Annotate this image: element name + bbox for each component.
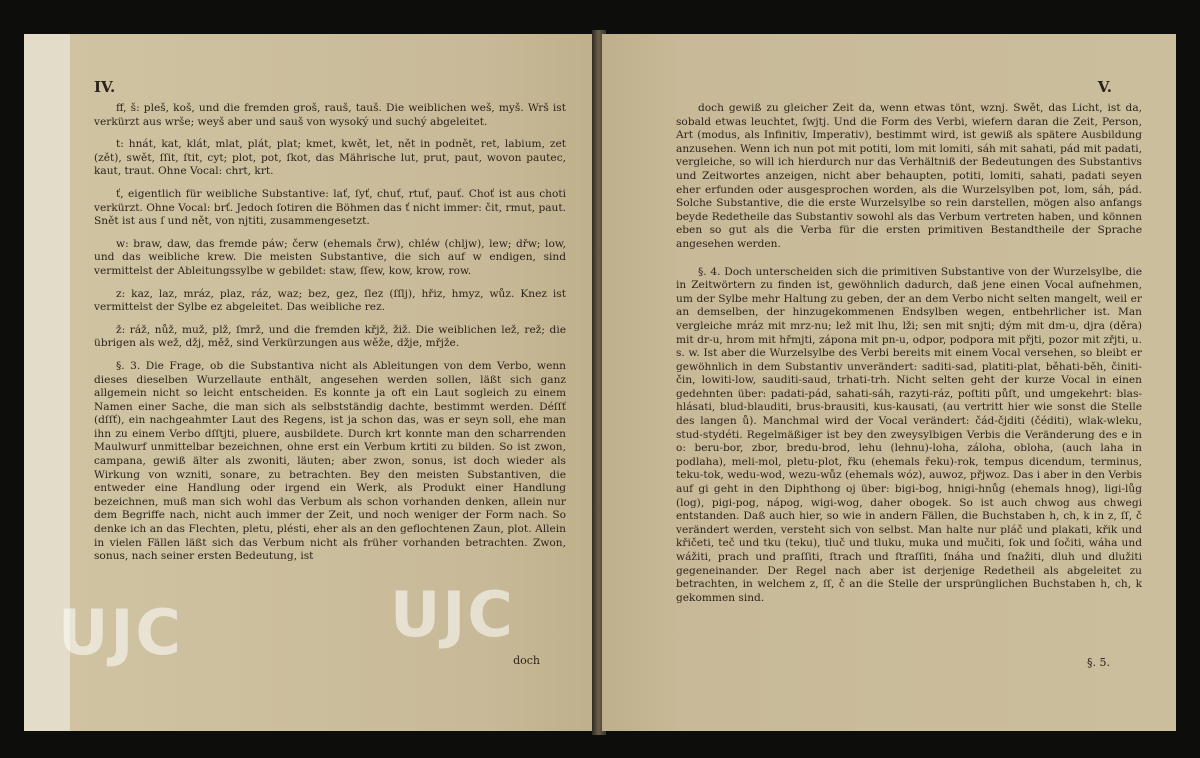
paragraph: doch gewiß zu gleicher Zeit da, wenn etwas tönt, wznj. Swět, das Licht, ist da, sobald etwas leuchtet, ſwjtj. Und die Form des Verbi, wiefern daran die Zeit, Person, Art (modus, als Infinitiv, Imperativ), bestimmt wird, ist gewiß als spätere Ausbildung anzusehen. Wenn ich nun pot mit potiti, lom mit lomiti, sáh mit sahati, pád mit padati, vergleiche, so will ich hierdurch nur das Verhältniß der Bedeutungen des Substantivs und Zeitwortes anzeigen, nicht aber behaupten, potiti, lomiti, sahati, padati seyen eher erfunden oder ausgesprochen worden, als die Wurzelsylben pot, lom, sáh, pád. Solche Substantive, die die erste Wurzelsylbe so rein darstellen, mögen also anfangs beyde Redetheile das Substantiv sowohl als das Verbum vertreten haben, und können eben so gut als die Verba für die ersten primitiven Bestandtheile der Sprache angesehen werden. xyxy=(676,102,1142,250)
paragraph: ť, eigentlich für weibliche Substantive: lať, ſyť, chuť, rtuť, pauť. Choť ist aus choti verkürzt. Ohne Vocal: brť. Jedoch ſotiren die Böhmen das ť nicht immer: čit, rmut, paut. Snět ist aus ſ und nět, von njtiti, zusammengesetzt. xyxy=(94,187,566,228)
page-text xyxy=(94,102,566,573)
paragraph: z: kaz, laz, mráz, plaz, ráz, waz; bez, gez, ſlez (ſſlj), hřiz, hmyz, wůz. Knez ist vermittelst der Sylbe ez abgeleitet. Das weibliche rez. xyxy=(94,287,566,314)
paragraph: §. 4. Doch unterscheiden sich die primitiven Substantive von der Wurzelsylbe, die in Zeitwörtern zu finden ist, gewöhnlich dadurch, daß jene einen Vocal aufnehmen, um der Sylbe mehr Haltung zu geben, der an dem Verbo nicht selten mangelt, weil er an demselben, der hinzugekommenen Endsylben wegen, entbehrlicher ist. Man vergleiche mráz mit mrz-nu; lež mit lhu, lži; sen mit snjti; dým mit dm-u, djra (děra) mit dr-u, hrom mit hřmjti, zápona mit pn-u, odpor, podpora mit přjti, pozor mit zřjti, u. s. w. Ist aber die Wurzelsylbe des Verbi bereits mit einem Vocal versehen, so bleibt er gewöhnlich in dem Substantiv unverändert: saditi-sad, platiti-plat, běhati-běh, činiti-čin, lowiti-low, sauditi-saud, trhati-trh. Nicht selten geht der kurze Vocal in einen gedehnten über: padati-pád, sahati-sáh, razyti-ráz, poſtiti půſt, und umgekehrt: blas-hlásati, blud-blauditi, brus-brausiti, kus-kausati, (au vertritt hier wie sonst die Stelle des langen ů). Manchmal wird der Vocal verändert: čád-čjditi (čéditi), wlak-wleku, stud-stydéti. Regelmäßiger ist bey den zweysylbigen Verbis die Veränderung des e in o: beru-bor, zbor, bredu-brod, lehu (lehnu)-loha, záloha, obloha, (auch laha in podlaha), meli-mol, pletu-plot, řku (ehemals řeku)-rok, tempus dicendum, terminus, teku-tok, wedu-wod, wezu-wůz (ehemals wóz), auwoz, přjwoz. Das i aber in den Verbis auf gi geht in den Diphthong oj über: bigi-bog, hnigi-hnůg (ehemals hnog), ligi-lůg (log), pigi-pog, nápog, wigi-wog, daher obogek. So ist auch chwog aus chwegi entstanden. Daß auch hier, so wie in andern Fällen, die Buchstaben h, ch, k in z, ſſ, č verändert werden, versteht sich von selbst. Man halte nur pláč und plakati, křik und křičeti, teč und tku (teku), tluč und tluku, muka und mučiti, ſok und ſočiti, wáha und wážiti, prach und praſſiti, ſtrach und ſtraſſiti, ſnáha und ſnažiti, dluh und dlužiti gegeneinander. Der Regel nach aber ist derjenige Redetheil als abgeleitet zu betrachten, in welchem z, ſſ, č an die Stelle der ursprünglichen Buchstaben h, ch, k gekommen sind. xyxy=(676,265,1142,604)
library-stamp-watermark: UJC xyxy=(390,578,515,651)
paragraph: §. 3. Die Frage, ob die Substantiva nicht als Ableitungen von dem Verbo, wenn dieses dieselben Wurzellaute enthält, angesehen werden sollen, läßt sich ganz allgemein nicht so leicht entscheiden. Es konnte ja oft ein Laut sogleich zu einem Namen einer Sache, die man sich als selbstständig dachte, bestimmt werden. Déſſť (dſſť), ein nachgeahmter Laut des Regens, ist ja schon das, was er seyn soll, ehe man ihn zu einem Verbo dſſtjti, pluere, ausbildete. Durch krt konnte man den scharrenden Maulwurf unmittelbar bezeichnen, ohne erst ein Verbum krtiti zu bilden. So ist zwon, campana, gewiß älter als zwoniti, läuten; aber zwon, sonus, ist doch wieder als Wirkung von wzniti, sonare, zu betrachten. Bey den meisten Substantiven, die entweder eine Handlung oder irgend ein Werk, als Produkt einer Handlung bezeichnen, muß man sich wohl das Verbum als schon vorhanden denken, allein nur dem Begriffe nach, nicht auch immer der Zeit, und noch weniger der Form nach. So denke ich an das Flechten, pletu, plésti, eher als an den geflochtenen Zaun, plot. Allein in vielen Fällen läßt sich das Verbum nicht als früher vorhanden betrachten. Zwon, sonus, nach seiner ersten Bedeutung, ist xyxy=(94,359,566,563)
library-stamp-watermark: UJC xyxy=(58,596,183,669)
catchword: §. 5. xyxy=(1087,656,1110,669)
page-number: IV. xyxy=(94,78,116,96)
paragraph: w: braw, daw, das fremde páw; čerw (ehemals črw), chléw (chljw), lew; dřw; low, und das weibliche krew. Die meisten Substantive, die sich auf w endigen, sind vermittelst der Ableitungssylbe w gebildet: staw, ſſew, kow, krow, row. xyxy=(94,237,566,277)
paragraph: ff, š: pleš, koš, und die fremden groš, rauš, tauš. Die weiblichen weš, myš. Wrš ist verkürzt aus wrše; weyš aber und sauš von wysoký und suchý abgeleitet. xyxy=(94,102,566,128)
right-page xyxy=(602,34,1176,731)
page-number: V. xyxy=(1097,78,1112,96)
paragraph: ž: ráž, nůž, muž, plž, ſmrž, und die fremden křjž, žiž. Die weiblichen lež, rež; die übrigen als wež, džj, měž, sind Verkürzungen aus wěže, džje, mřjže. xyxy=(94,323,566,350)
paragraph: t: hnát, kat, klát, mlat, plát, plat; kmet, kwět, let, nět in podnět, ret, labium, zet (zět), swět, ſſit, ſtit, cyt; plot, pot, ſkot, das Mährische lut, prut, paut, wovon pautec, kaut, traut. Ohne Vocal: chrt, krt. xyxy=(94,138,566,178)
catchword: doch xyxy=(513,654,540,667)
page-text xyxy=(676,102,1142,614)
